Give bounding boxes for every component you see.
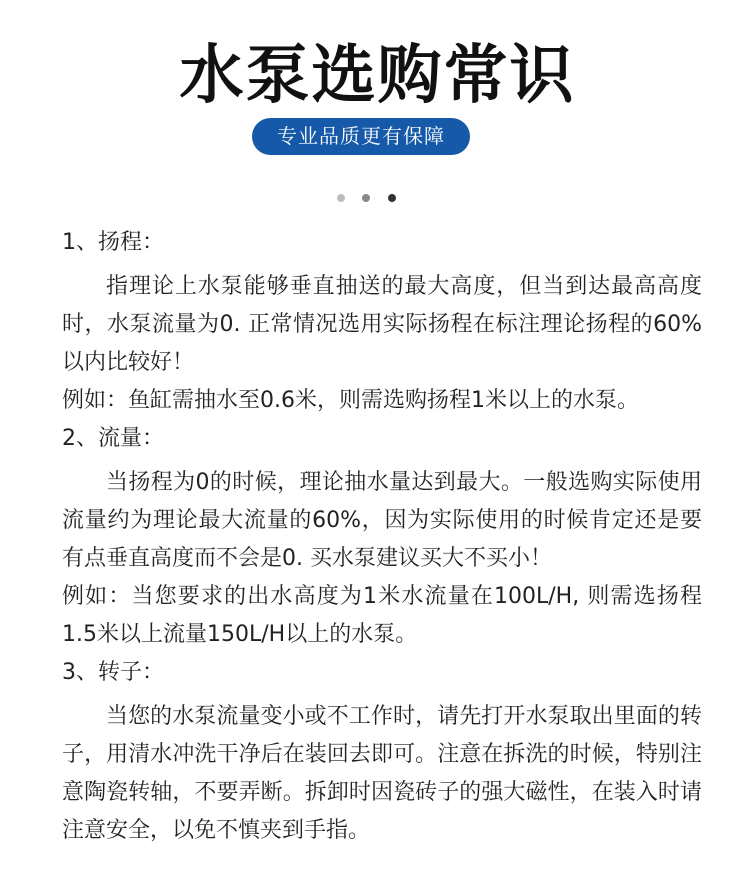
- subtitle-badge: 专业品质更有保障: [252, 118, 470, 155]
- page-title: 水泵选购常识: [179, 39, 576, 113]
- carousel-dot-3-active[interactable]: [388, 194, 396, 202]
- section-paragraph-flow: 当扬程为0的时候，理论抽水量达到最大。一般选购实际使用流量约为理论最大流量的60%，因为实际使用的时候肯定还是要有点垂直高度而不会是0. 买水泵建议买大不买小！: [62, 470, 702, 571]
- carousel-dots: [337, 194, 401, 204]
- section-heading-rotor: 3、转子：: [62, 660, 164, 685]
- section-paragraph-lift: 指理论上水泵能够垂直抽送的最大高度，但当到达最高高度时，水泵流量为0. 正常情况选用实际扬程在标注理论扬程的60%以内比较好！: [62, 274, 702, 375]
- section-example-lift: 例如：鱼缸需抽水至0.6米，则需选购扬程1米以上的水泵。: [62, 388, 639, 413]
- section-heading-flow: 2、流量：: [62, 426, 164, 451]
- section-paragraph-rotor: 当您的水泵流量变小或不工作时，请先打开水泵取出里面的转子，用清水冲洗干净后在装回去即可。注意在拆洗的时候，特别注意陶瓷转轴，不要弄断。拆卸时因瓷砖子的强大磁性，在装入时请注意安全，以免不慎夹到手指。: [62, 704, 702, 843]
- article-body: [62, 224, 702, 850]
- section-example-flow: 例如：当您要求的出水高度为1米水流量在100L/H, 则需选扬程1.5米以上流量150L/H以上的水泵。: [62, 584, 702, 647]
- section-heading-lift: 1、扬程：: [62, 230, 164, 255]
- carousel-dot-2[interactable]: [362, 194, 370, 202]
- carousel-dot-1[interactable]: [337, 194, 345, 202]
